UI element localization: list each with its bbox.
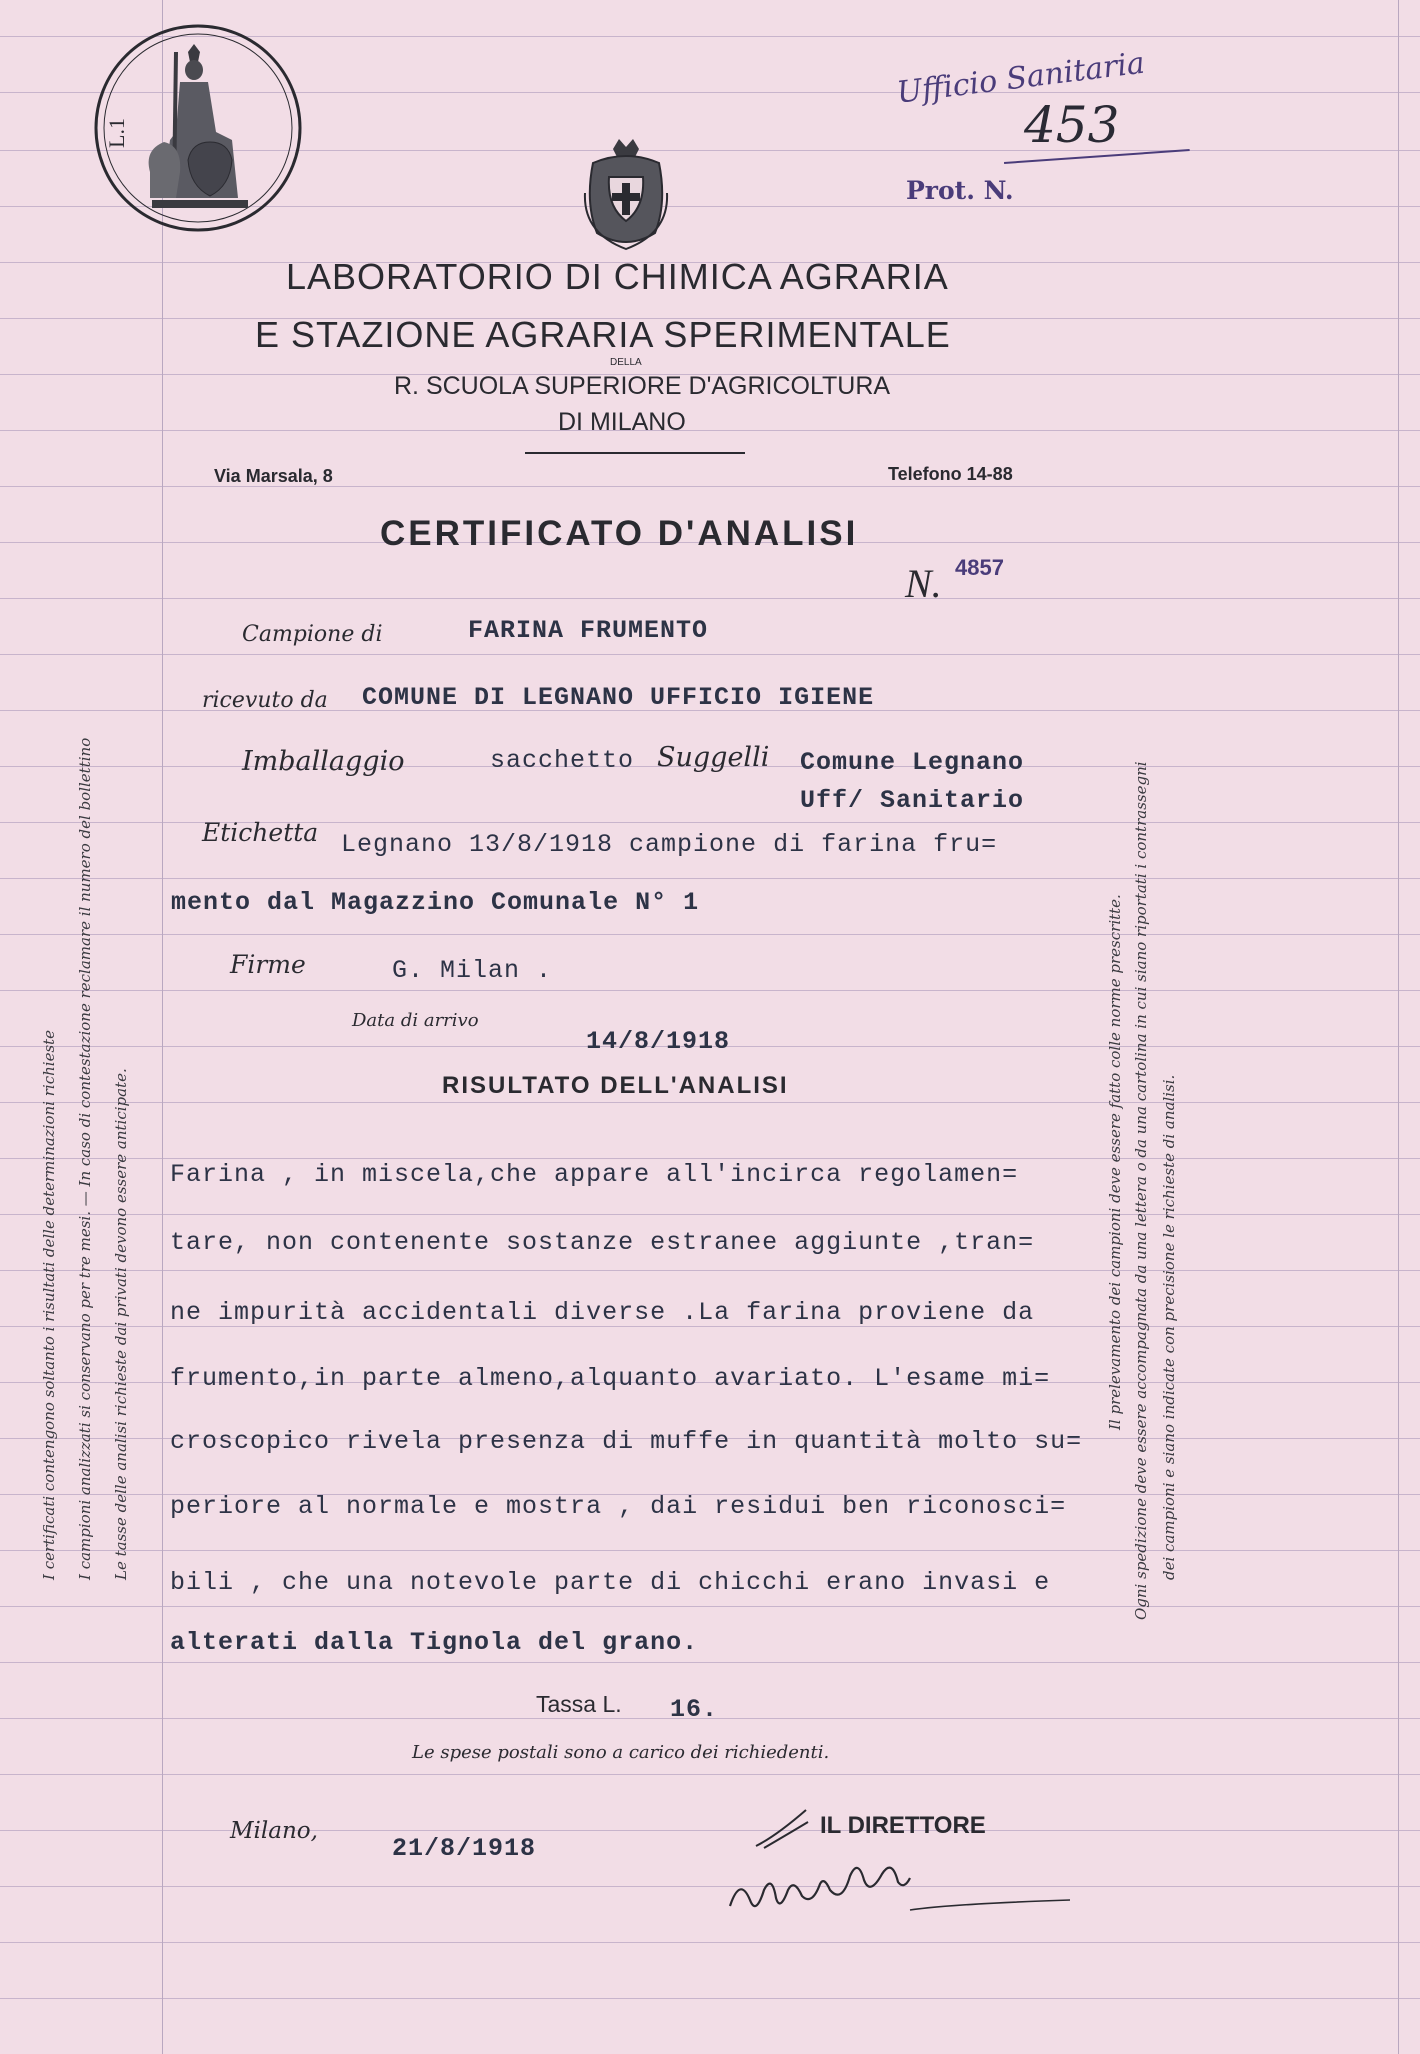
director-flourish xyxy=(750,1806,814,1857)
left-margin-note: I campioni analizzati si conservano per tre mesi. — In caso di contestazione reclamare il numero del bollettino xyxy=(76,737,94,1580)
right-margin-note: dei campioni e siano indicate con precisione le richieste di analisi. xyxy=(1160,1074,1178,1580)
director-title: IL DIRETTORE xyxy=(820,1812,986,1839)
right-margin-note: Ogni spedizione deve essere accompagnata da una lettera o da una cartolina in cui siano riportati i contrassegni xyxy=(1132,761,1150,1620)
arrivo-label: Data di arrivo xyxy=(352,1010,479,1031)
result-title: RISULTATO DELL'ANALISI xyxy=(442,1072,789,1099)
certificate-title: CERTIFICATO D'ANALISI xyxy=(380,514,859,553)
left-margin-note: I certificati contengono soltanto i risultati delle determinazioni richieste xyxy=(40,1029,58,1580)
suggelli-label: Suggelli xyxy=(657,742,770,773)
suggelli-value1: Comune Legnano xyxy=(800,748,1025,777)
firme-value: G. Milan . xyxy=(392,956,553,985)
etichetta-value2: mento dal Magazzino Comunale N° 1 xyxy=(171,888,700,917)
suggelli-value2: Uff/ Sanitario xyxy=(800,786,1025,815)
ornament-divider xyxy=(525,452,745,454)
phone-text: Telefono 14-88 xyxy=(888,464,1013,484)
arrivo-value: 14/8/1918 xyxy=(586,1027,731,1056)
lab-name-line2: E STAZIONE AGRARIA SPERIMENTALE xyxy=(255,314,951,355)
tassa-value: 16. xyxy=(670,1695,719,1724)
prot-label: Prot. N. xyxy=(906,176,1014,205)
result-line: frumento,in parte almeno,alquanto avariato. L'esame mi= xyxy=(170,1364,1051,1393)
campione-label: Campione di xyxy=(242,622,383,647)
ricevuto-value: COMUNE DI LEGNANO UFFICIO IGIENE xyxy=(362,683,875,712)
handwritten-signature xyxy=(720,1866,1080,1926)
right-margin-note: Il prelevamento dei campioni deve essere fatto colle norme prescritte. xyxy=(1106,894,1124,1430)
left-margin-note: Le tasse delle analisi richieste dai privati devono essere anticipate. xyxy=(112,1068,130,1580)
city-name: DI MILANO xyxy=(558,408,686,436)
firme-label: Firme xyxy=(230,950,306,979)
result-line: bili , che una notevole parte di chicchi erano invasi e xyxy=(170,1568,1051,1597)
result-line: tare, non contenente sostanze estranee aggiunte ,tran= xyxy=(170,1228,1035,1257)
office-stamp-title: Ufficio Sanitaria xyxy=(895,45,1147,111)
address-text: Via Marsala, 8 xyxy=(214,466,333,486)
place-label: Milano, xyxy=(230,1818,318,1844)
imballaggio-label: Imballaggio xyxy=(242,746,405,777)
result-line: ne impurità accidentali diverse .La farina proviene da xyxy=(170,1298,1035,1327)
ricevuto-label: ricevuto da xyxy=(202,688,328,713)
della-label: DELLA xyxy=(610,357,642,368)
imballaggio-value: sacchetto xyxy=(490,746,635,775)
etichetta-label: Etichetta xyxy=(202,818,319,847)
lab-name-line1: LABORATORIO DI CHIMICA AGRARIA xyxy=(286,256,949,297)
seal-medallion xyxy=(92,22,304,234)
result-line: Farina , in miscela,che appare all'incirca regolamen= xyxy=(170,1160,1019,1189)
prot-number: 453 xyxy=(1024,96,1120,154)
campione-value: FARINA FRUMENTO xyxy=(468,616,709,645)
spese-note: Le spese postali sono a carico dei richiedenti. xyxy=(412,1742,830,1763)
coat-of-arms-icon xyxy=(583,133,669,253)
seal-label: L.1 xyxy=(104,118,129,148)
result-line: croscopico rivela presenza di muffe in quantità molto su= xyxy=(170,1427,1083,1456)
school-name: R. SCUOLA SUPERIORE D'AGRICOLTURA xyxy=(394,372,891,400)
result-line: alterati dalla Tignola del grano. xyxy=(170,1628,699,1657)
issue-date: 21/8/1918 xyxy=(392,1834,537,1863)
certificate-number: 4857 xyxy=(955,555,1004,580)
number-label: N. xyxy=(905,561,942,606)
tassa-label: Tassa L. xyxy=(536,1691,622,1717)
result-line: periore al normale e mostra , dai residui ben riconosci= xyxy=(170,1492,1067,1521)
etichetta-value1: Legnano 13/8/1918 campione di farina fru= xyxy=(341,830,998,859)
